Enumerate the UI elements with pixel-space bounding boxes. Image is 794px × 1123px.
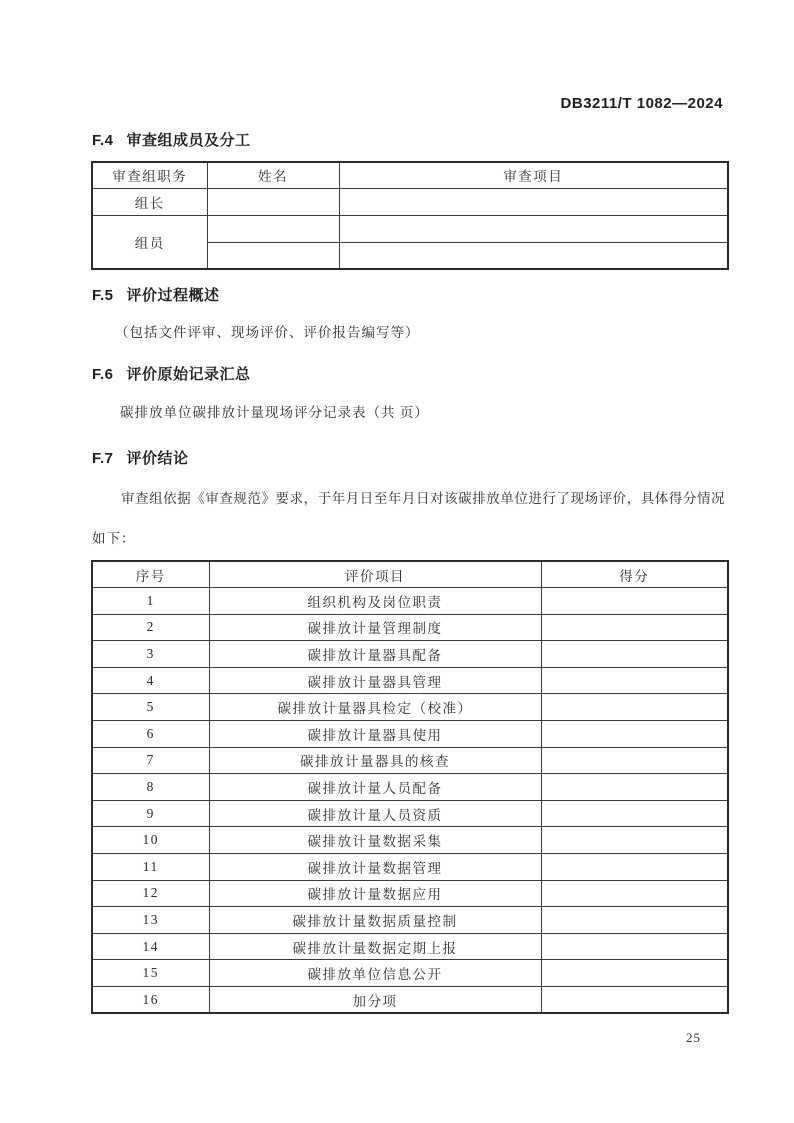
item-cell: 碳排放计量器具使用 <box>209 721 541 748</box>
item-cell: 碳排放计量数据采集 <box>209 827 541 854</box>
header-cell-name: 姓名 <box>207 162 339 188</box>
score-cell <box>541 588 728 615</box>
item-cell: 碳排放计量器具管理 <box>209 667 541 694</box>
item-cell: 碳排放计量器具的核查 <box>209 747 541 774</box>
score-cell <box>541 694 728 721</box>
score-cell <box>541 721 728 748</box>
item-cell: 碳排放计量数据定期上报 <box>209 933 541 960</box>
section-title-f5: 评价过程概述 <box>126 287 220 304</box>
item-cell: 碳排放计量器具检定（校准） <box>209 694 541 721</box>
row-number-cell: 11 <box>92 854 209 881</box>
score-cell <box>541 774 728 801</box>
score-cell <box>541 747 728 774</box>
section-heading-f6 <box>92 363 251 384</box>
item-cell: 碳排放计量数据应用 <box>209 880 541 907</box>
row-number-cell: 12 <box>92 880 209 907</box>
page-number: 25 <box>686 1030 701 1045</box>
score-cell <box>541 987 728 1014</box>
score-cell <box>541 854 728 881</box>
score-table-row <box>92 987 728 1014</box>
score-table-row <box>92 933 728 960</box>
score-cell <box>541 667 728 694</box>
row-number-cell: 1 <box>92 588 209 615</box>
score-table-row <box>92 907 728 934</box>
section-number-f6: F.6 <box>92 366 114 383</box>
project-cell <box>339 188 728 215</box>
review-team-header-row <box>92 162 728 188</box>
item-cell: 加分项 <box>209 987 541 1014</box>
score-table-row <box>92 880 728 907</box>
item-cell: 碳排放计量人员配备 <box>209 774 541 801</box>
score-table-row <box>92 694 728 721</box>
score-cell <box>541 960 728 987</box>
score-cell <box>541 614 728 641</box>
row-number-cell: 3 <box>92 641 209 668</box>
row-number-cell: 16 <box>92 987 209 1014</box>
role-cell: 组长 <box>92 188 207 215</box>
name-cell <box>207 188 339 215</box>
project-cell <box>339 215 728 242</box>
score-cell <box>541 907 728 934</box>
name-cell <box>207 215 339 242</box>
section-title-f4: 审查组成员及分工 <box>126 132 251 149</box>
score-table-header-row <box>92 561 728 588</box>
section-heading-f7 <box>92 447 189 468</box>
row-number-cell: 8 <box>92 774 209 801</box>
score-table-row <box>92 747 728 774</box>
header-cell-item: 评价项目 <box>209 561 541 588</box>
score-cell <box>541 880 728 907</box>
item-cell: 碳排放计量人员资质 <box>209 800 541 827</box>
score-cell <box>541 827 728 854</box>
header-cell-index: 序号 <box>92 561 209 588</box>
score-table <box>91 560 729 1014</box>
item-cell: 碳排放单位信息公开 <box>209 960 541 987</box>
row-number-cell: 14 <box>92 933 209 960</box>
row-number-cell: 6 <box>92 721 209 748</box>
document-code: DB3211/T 1082—2024 <box>560 95 723 112</box>
row-number-cell: 10 <box>92 827 209 854</box>
item-cell: 碳排放计量器具配备 <box>209 641 541 668</box>
conclusion-paragraph-line2: 如下： <box>92 531 136 546</box>
score-table-row <box>92 588 728 615</box>
row-number-cell: 5 <box>92 694 209 721</box>
table-row <box>92 215 728 242</box>
name-cell <box>207 242 339 269</box>
row-number-cell: 9 <box>92 800 209 827</box>
section-body-f6: 碳排放单位碳排放计量现场评分记录表（共 页） <box>120 405 429 420</box>
section-number-f7: F.7 <box>92 450 114 467</box>
table-row <box>92 188 728 215</box>
item-cell: 碳排放计量管理制度 <box>209 614 541 641</box>
project-cell <box>339 242 728 269</box>
score-cell <box>541 800 728 827</box>
row-number-cell: 7 <box>92 747 209 774</box>
section-number-f4: F.4 <box>92 132 114 149</box>
row-number-cell: 2 <box>92 614 209 641</box>
section-heading-f5 <box>92 284 220 305</box>
section-heading-f4 <box>92 129 251 150</box>
section-title-f6: 评价原始记录汇总 <box>126 366 251 383</box>
score-table-row <box>92 827 728 854</box>
score-table-row <box>92 854 728 881</box>
item-cell: 碳排放计量数据管理 <box>209 854 541 881</box>
section-body-f5: （包括文件评审、现场评价、评价报告编写等） <box>115 325 420 340</box>
score-table-body <box>92 588 728 1014</box>
score-cell <box>541 641 728 668</box>
role-cell: 组员 <box>92 215 207 269</box>
score-table-row <box>92 800 728 827</box>
score-table-row <box>92 721 728 748</box>
score-table-row <box>92 667 728 694</box>
score-table-row <box>92 774 728 801</box>
score-table-row <box>92 960 728 987</box>
row-number-cell: 13 <box>92 907 209 934</box>
score-table-row <box>92 614 728 641</box>
conclusion-paragraph-line1: 审查组依据《审查规范》要求，于年月日至年月日对该碳排放单位进行了现场评价，具体得分情况 <box>121 491 725 506</box>
header-cell-project: 审查项目 <box>339 162 728 188</box>
row-number-cell: 15 <box>92 960 209 987</box>
score-table-row <box>92 641 728 668</box>
header-cell-role: 审查组职务 <box>92 162 207 188</box>
item-cell: 碳排放计量数据质量控制 <box>209 907 541 934</box>
score-cell <box>541 933 728 960</box>
header-cell-score: 得分 <box>541 561 728 588</box>
row-number-cell: 4 <box>92 667 209 694</box>
item-cell: 组织机构及岗位职责 <box>209 588 541 615</box>
section-title-f7: 评价结论 <box>126 450 189 467</box>
review-team-table <box>91 161 729 270</box>
section-number-f5: F.5 <box>92 287 114 304</box>
